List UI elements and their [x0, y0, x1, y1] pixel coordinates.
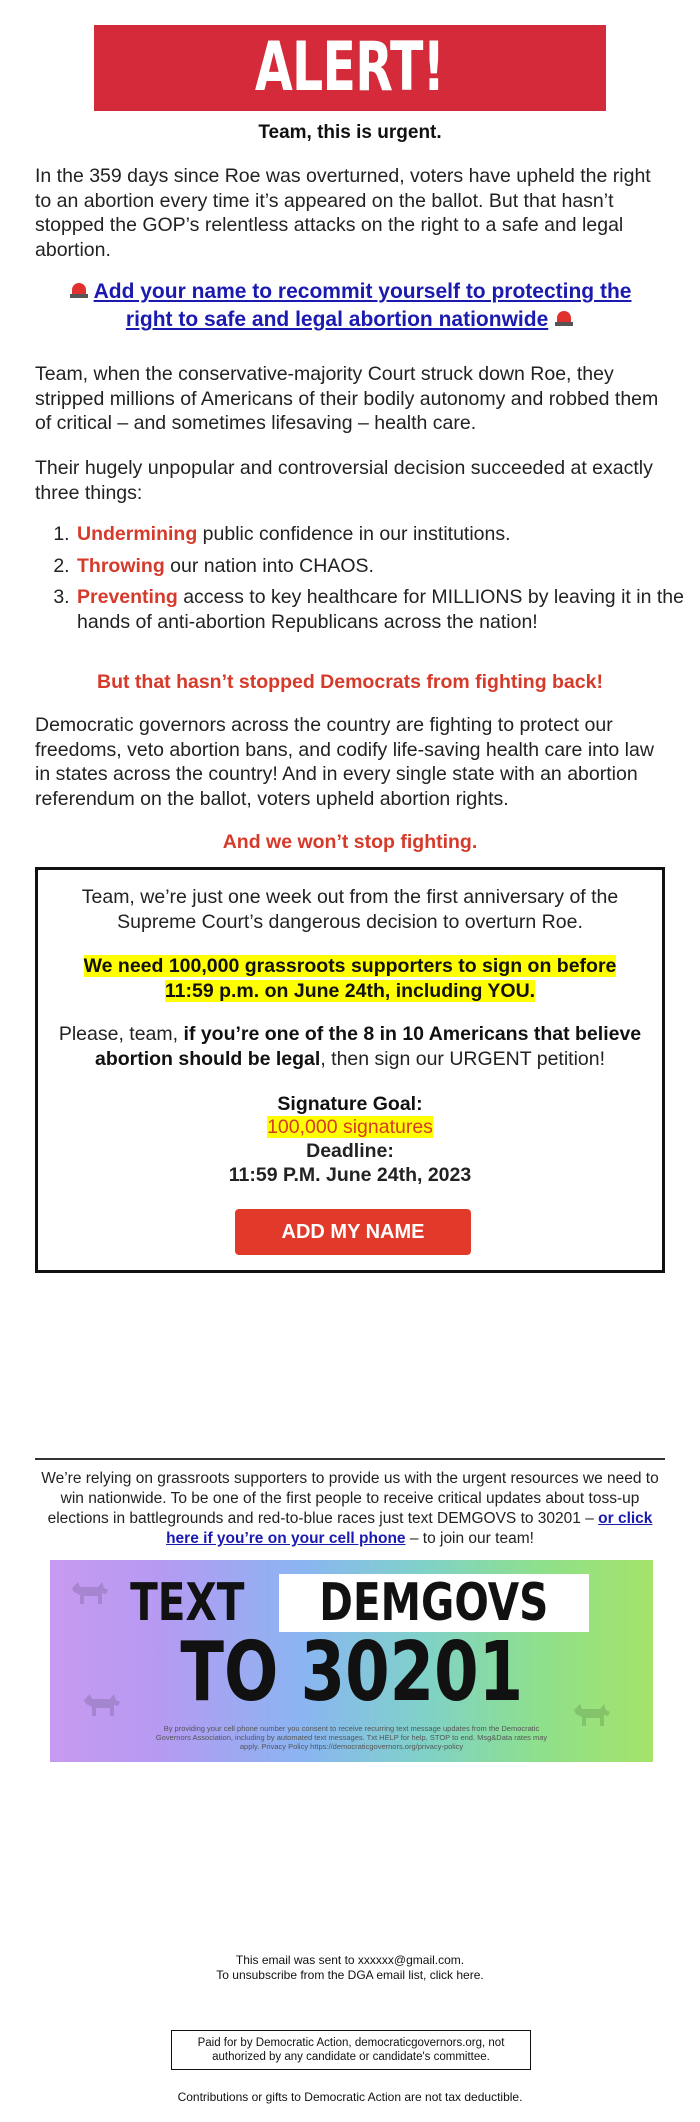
- list-item: 3. Preventing access to key healthcare for MILLIONS by leaving it in the hands of anti-abortion Republicans across the nation!: [75, 585, 695, 634]
- goal-callout: We need 100,000 grassroots supporters to sign on before 11:59 p.m. on June 24th, including YOU.: [83, 955, 617, 1002]
- contributions-notice: Contributions or gifts to Democratic Action are not tax deductible.: [177, 2090, 523, 2104]
- text-keyword-line: TEXT DEMGOVS: [50, 1574, 653, 1632]
- short-code-line: TO 30201: [180, 1625, 523, 1720]
- deadline-value: 11:59 P.M. June 24th, 2023: [228, 1164, 472, 1186]
- add-my-name-button[interactable]: ADD MY NAME: [235, 1209, 471, 1255]
- alert-banner: ALERT!: [94, 25, 606, 111]
- anniversary-text: Team, we’re just one week out from the first anniversary of the Supreme Court’s dangerous decision to overturn Roe.: [81, 886, 619, 933]
- email-footer: [0, 1953, 700, 1983]
- signature-goal-label: Signature Goal:: [277, 1093, 423, 1115]
- keyword-box: DEMGOVS: [279, 1574, 589, 1632]
- subhead: Team, this is urgent.: [258, 122, 442, 143]
- sms-disclaimer: By providing your cell phone number you consent to receive recurring text message updates from the Democratic Governors Association, including by automated text messages. Txt HELP for help, STOP to end. Msg&Data rates may apply. Privacy Policy https://democraticgovernors.org/privacy-policy: [155, 1724, 548, 1751]
- deadline-label: Deadline:: [306, 1140, 394, 1162]
- text-demgovs-banner[interactable]: [50, 1560, 653, 1762]
- fighting-back-heading: But that hasn’t stopped Democrats from fighting back!: [97, 671, 603, 693]
- petition-box: [35, 867, 665, 1273]
- wont-stop-heading: And we won’t stop fighting.: [222, 831, 478, 853]
- siren-icon: [554, 309, 574, 327]
- sent-to-text: This email was sent to xxxxxx@gmail.com.: [235, 1953, 465, 1967]
- petition-ask: Please, team, if you’re one of the 8 in 10 Americans that believe abortion should be legal, then sign our URGENT petition!: [58, 1023, 642, 1070]
- grassroots-text: We’re relying on grassroots supporters to provide us with the urgent resources we need to win nationwide. To be one of the first people to receive critical updates about toss-up elections in battlegrounds and red-to-blue races just text DEMGOVS to 30201 – or click here if you’re on your cell phone – to join our team!: [41, 1470, 659, 1547]
- three-things-list: [50, 522, 695, 641]
- siren-icon: [69, 281, 89, 299]
- unsubscribe-link[interactable]: To unsubscribe from the DGA email list, click here.: [216, 1968, 484, 1982]
- paid-for-disclaimer: Paid for by Democratic Action, democraticgovernors.org, not authorized by any candidate or candidate's committee.: [171, 2030, 531, 2070]
- decision-paragraph: Their hugely unpopular and controversial decision succeeded at exactly three things:: [35, 457, 653, 504]
- governors-paragraph: Democratic governors across the country are fighting to protect our freedoms, veto abortion bans, and codify life-saving health care into law in states across the country! And in every single state with an abortion referendum on the ballot, voters upheld abortion rights.: [35, 714, 654, 810]
- signature-goal-value: 100,000 signatures: [267, 1116, 433, 1138]
- petition-link[interactable]: Add your name to recommit yourself to protecting the right to safe and legal abortion nationwide: [93, 280, 632, 331]
- cell-phone-link[interactable]: or click here if you’re on your cell phone: [166, 1510, 653, 1547]
- intro-paragraph: In the 359 days since Roe was overturned, voters have upheld the right to an abortion every time it’s appeared on the ballot. But that hasn’t stopped the GOP’s relentless attacks on the right to a safe and legal abortion.: [35, 165, 651, 261]
- divider: [35, 1458, 665, 1460]
- court-paragraph: Team, when the conservative-majority Court struck down Roe, they stripped millions of Americans of their bodily autonomy and robbed them of critical – and sometimes lifesaving – health care.: [35, 363, 659, 434]
- list-item: 2. Throwing our nation into CHAOS.: [75, 554, 695, 579]
- list-item: 1. Undermining public confidence in our institutions.: [75, 522, 695, 547]
- petition-cta[interactable]: [50, 278, 650, 334]
